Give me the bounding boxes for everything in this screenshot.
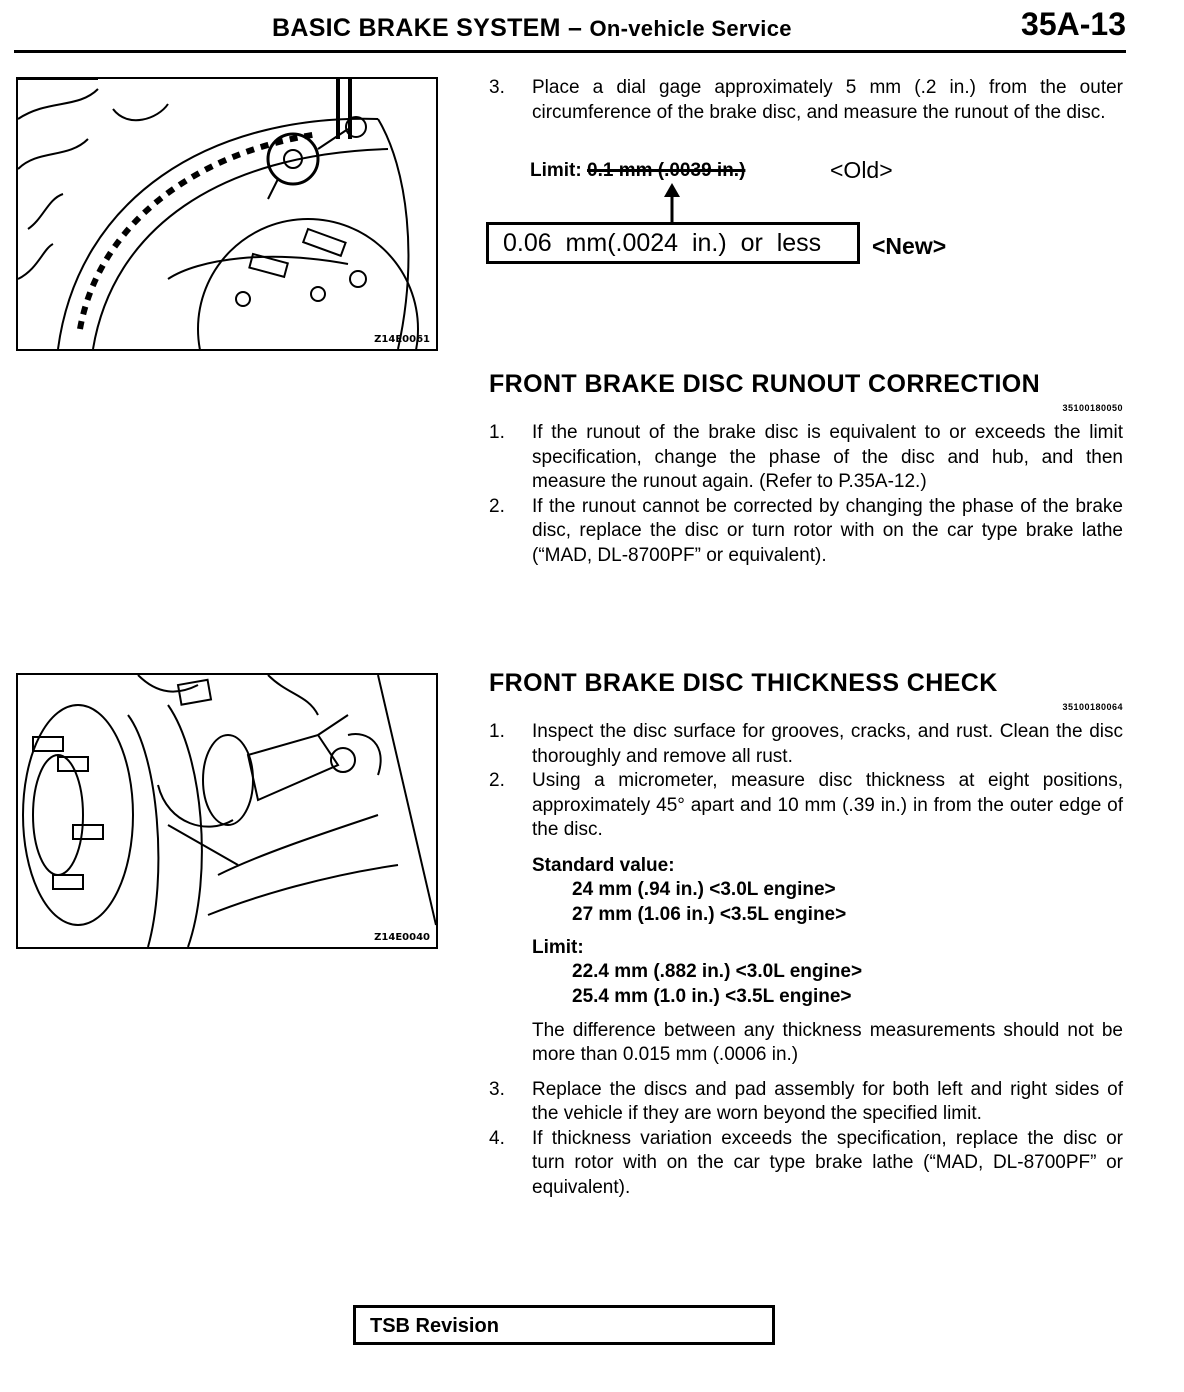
reference-code: 35100180064 xyxy=(1062,702,1123,712)
standard-value: 27 mm (1.06 in.) <3.5L engine> xyxy=(572,903,847,925)
header-separator: – xyxy=(568,14,583,42)
item-number: 3. xyxy=(489,77,505,98)
new-limit-box: 0.06 mm(.0024 in.) or less xyxy=(486,222,860,264)
item-number: 2. xyxy=(489,495,505,517)
list-item xyxy=(489,1127,1123,1201)
limit-value: 25.4 mm (1.0 in.) <3.5L engine> xyxy=(572,985,852,1007)
runout-step xyxy=(489,76,1123,125)
item-text: If the runout cannot be corrected by changing the phase of the brake disc, replace the disc or turn rotor with on the car type brake lathe (“MAD, DL-8700PF” or equivalent). xyxy=(532,495,1123,566)
item-number: 2. xyxy=(489,770,505,791)
item-number: 1. xyxy=(489,721,505,742)
page-header xyxy=(0,0,1184,52)
item-text: If the runout of the brake disc is equivalent to or exceeds the limit specification, change the phase of the disc and hub, and then measure the runout again. (Refer to P.35A-12.) xyxy=(532,422,1123,492)
item-text: If thickness variation exceeds the specification, replace the disc or turn rotor with on the car type brake lathe (“MAD, DL-8700PF” or equivalent). xyxy=(532,1127,1123,1198)
old-limit xyxy=(530,160,745,182)
section-title: FRONT BRAKE DISC RUNOUT CORRECTION xyxy=(489,370,1041,398)
item-number: 4. xyxy=(489,1127,505,1149)
item-text: Inspect the disc surface for grooves, cracks, and rust. Clean the disc thoroughly and remove all rust. xyxy=(532,721,1123,767)
limit-value: 22.4 mm (.882 in.) <3.0L engine> xyxy=(572,960,863,982)
header-title xyxy=(272,14,792,43)
dial-gage-figure xyxy=(16,77,438,351)
micrometer-figure xyxy=(16,673,438,949)
list-item xyxy=(489,769,1123,843)
limit-label: Limit: xyxy=(530,160,582,181)
standard-value: 24 mm (.94 in.) <3.0L engine> xyxy=(572,878,836,900)
section-title: FRONT BRAKE DISC THICKNESS CHECK xyxy=(489,669,998,697)
dial-gage-illustration xyxy=(18,79,436,349)
item-text: Place a dial gage approximately 5 mm (.2 in.) from the outer circumference of the brake disc, and measure the runout of the disc. xyxy=(532,77,1123,123)
new-tag: <New> xyxy=(872,233,947,259)
micrometer-illustration xyxy=(18,675,436,947)
header-divider xyxy=(14,50,1126,53)
section-subtitle: On-vehicle Service xyxy=(589,16,792,41)
revision-arrow-icon xyxy=(660,183,684,225)
limit-label: Limit: xyxy=(532,936,584,958)
old-tag: <Old> xyxy=(830,157,893,183)
tsb-revision-box: TSB Revision xyxy=(353,1305,775,1345)
section-name: BASIC BRAKE SYSTEM xyxy=(272,14,561,42)
figure-code: Z14E0061 xyxy=(374,334,430,345)
page-number: 35A-13 xyxy=(1021,6,1126,42)
item-number: 1. xyxy=(489,422,505,443)
list-item xyxy=(489,76,1123,125)
thickness-check-section xyxy=(489,669,1123,1200)
difference-note: The difference between any thickness measurements should not be more than 0.015 mm (.0006 in.) xyxy=(532,1019,1123,1065)
reference-code: 35100180050 xyxy=(1062,403,1123,413)
old-limit-value: 0.1 mm (.0039 in.) xyxy=(587,160,746,181)
item-number: 3. xyxy=(489,1078,505,1100)
item-text: Using a micrometer, measure disc thickness at eight positions, approximately 45° apart and 10 mm (.39 in.) in from the outer edge of the disc. xyxy=(532,770,1123,840)
spec-block xyxy=(489,855,1123,1068)
runout-correction-section xyxy=(489,370,1123,568)
list-item xyxy=(489,1078,1123,1127)
item-text: Replace the discs and pad assembly for both left and right sides of the vehicle if they are worn beyond the specified limit. xyxy=(532,1078,1123,1124)
list-item xyxy=(489,720,1123,769)
list-item xyxy=(489,421,1123,495)
standard-label: Standard value: xyxy=(532,854,675,876)
list-item xyxy=(489,495,1123,569)
figure-code: Z14E0040 xyxy=(374,932,430,943)
